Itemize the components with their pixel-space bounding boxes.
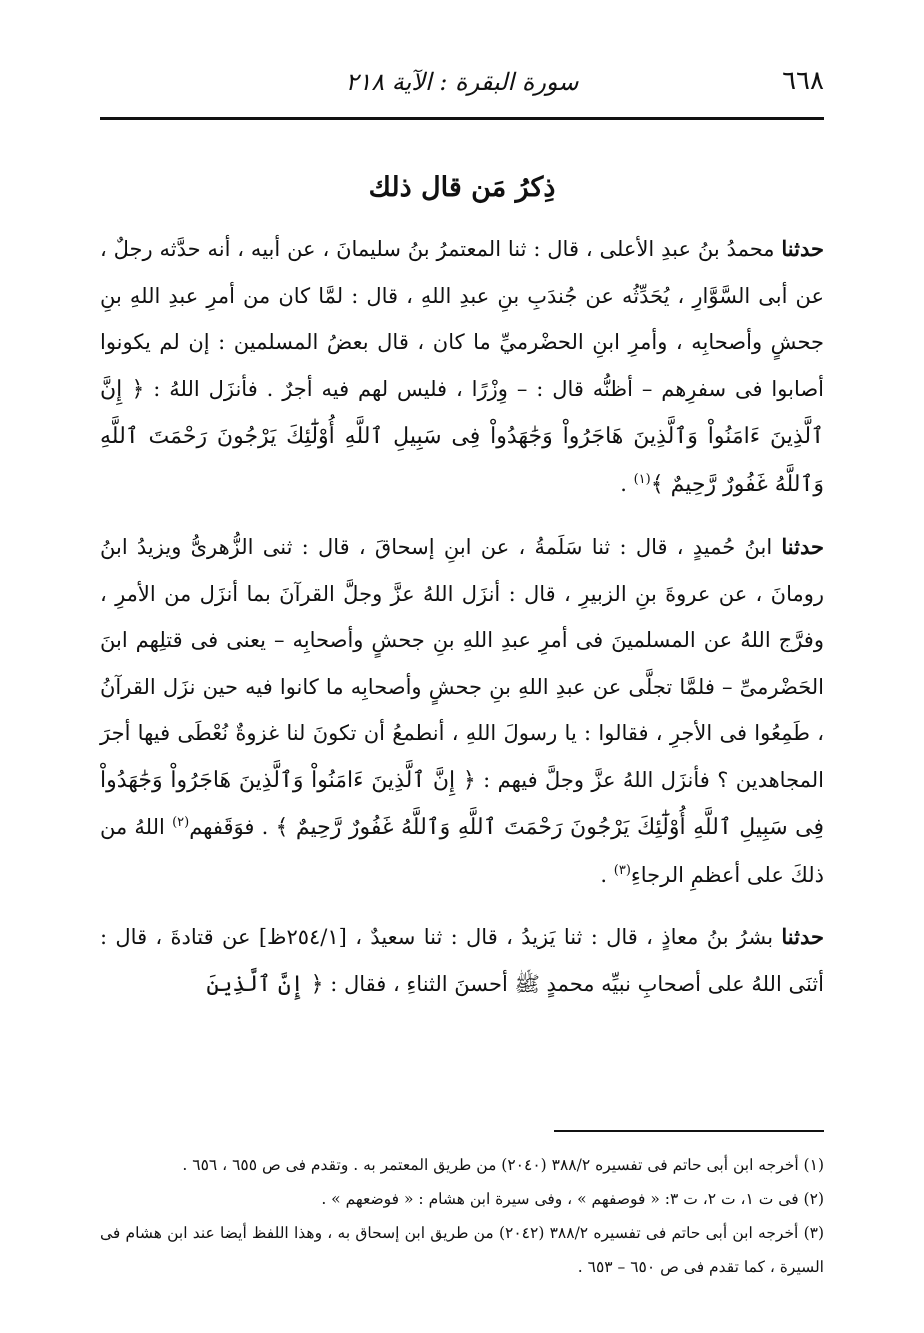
footnote-marker: (١) xyxy=(633,471,651,487)
narration-lead: حدثنا xyxy=(781,236,824,261)
header-divider xyxy=(100,117,824,120)
narration-tail: . xyxy=(620,471,634,496)
running-header xyxy=(100,66,824,106)
quran-verse: ﴿ إِنَّ ٱلَّذِينَ xyxy=(206,971,324,997)
quran-verse: ﴿ إِنَّ ٱلَّذِينَ ءَامَنُواْ وَٱلَّذِينَ هَاجَرُواْ وَجَٰهَدُواْ فِى سَبِيلِ ٱللَّهِ أُوْلَٰٓئِكَ يَرْجُونَ رَحْمَتَ ٱللَّهِ وَٱللَّهُ غَفُورٌ رَّحِيمٌ ﴾ xyxy=(100,376,824,497)
narration-tail: . xyxy=(600,862,614,887)
narration-tail: اللهُ من ذلكَ على أعظمِ الرجاءِ xyxy=(100,815,824,887)
footnote: (٣) أخرجه ابن أبى حاتم فى تفسيره ٣٨٨/٢ (٢٠٤٢) من طريق ابن إسحاق به ، وهذا اللفظ أيضا عند ابن هشام فى السيرة ، كما تقدم فى ص ٦٥٠ – ٦٥٣ . xyxy=(100,1224,825,1276)
main-text xyxy=(100,160,824,1024)
narration-text: ابنُ حُميدٍ ، قال : ثنا سَلَمةُ ، عن ابنِ إسحاقَ ، قال : ثنى الزُّهرىُّ ويزيدُ ابنُ رومانَ ، عن عروةَ بنِ الزبيرِ ، قال : أنزَل اللهُ عزَّ وجلَّ القرآنَ بما أنزَل من الأمرِ ، وفرَّج اللهُ عن المسلمينَ فى أمرِ عبدِ اللهِ بنِ جحشٍ وأصحابِه – يعنى فى قتلِهم ابنَ الحَضْرمىِّ – فلمَّا تجلَّى عن عبدِ اللهِ بنِ جحشٍ وأصحابِه ما كانوا فيه حين نزَل القرآنُ ، طَمِعُوا فى الأجرِ ، فقالوا : يا رسولَ اللهِ ، أنطمعُ أن تكونَ لنا غزوةٌ نُعْطَى فيها أجرَ المجاهدين ؟ فأنزَل اللهُ عزَّ وجلَّ فيهم : xyxy=(100,535,824,792)
narration-lead: حدثنا xyxy=(781,924,824,949)
page-number: ٦٦٨ xyxy=(782,66,824,96)
quran-verse: ﴿ إِنَّ ٱلَّذِينَ ءَامَنُواْ وَٱلَّذِينَ هَاجَرُواْ وَجَٰهَدُواْ فِى سَبِيلِ ٱللَّهِ أُوْلَٰٓئِكَ يَرْجُونَ رَحْمَتَ ٱللَّهِ وَٱللَّهُ غَفُورٌ رَّحِيمٌ ﴾ xyxy=(100,767,824,840)
narration-paragraph xyxy=(100,524,824,898)
section-title: ذِكرُ مَن قال ذلك xyxy=(368,172,556,203)
surah-reference: سورة البقرة : الآية ٢١٨ xyxy=(345,68,579,96)
footnote-marker: (٣) xyxy=(613,862,631,878)
narration-text: بشرُ بنُ معاذٍ ، قال : ثنا يَزيدُ ، قال : ثنا سعيدٌ ، [٢٥٤/١ظ] عن قتادةَ ، قال : أثنَى اللهُ على أصحابِ نبيِّه محمدٍ ﷺ أحسنَ الثناءِ ، فقال : xyxy=(100,925,824,996)
footnote-divider xyxy=(554,1130,824,1132)
narration-tail: . فوَقَفهم xyxy=(189,815,276,839)
narration-text: محمدُ بنُ عبدِ الأعلى ، قال : ثنا المعتمرُ بنُ سليمانَ ، عن أبيه ، أنه حدَّثه رجلٌ ، عن أبى السَّوَّارِ ، يُحَدِّثُه عن جُندَبِ بنِ عبدِ اللهِ ، قال : لمَّا كان من أمرِ عبدِ اللهِ بنِ جحشٍ وأصحابِه ، وأمرِ ابنِ الحضْرميِّ ما كان ، قال بعضُ المسلمين : إن لم يكونوا أصابوا فى سفرِهم – أظنُّه قال : – وِزْرًا ، فليس لهم فيه أجرٌ . فأنزَل اللهُ : xyxy=(100,237,825,401)
footnote-marker: (٢) xyxy=(172,815,190,830)
footnotes xyxy=(100,1148,824,1284)
footnote: (٢) فى ت ١، ت ٢، ت ٣: « فوصفهم » ، وفى سيرة ابن هشام : « فوضعهم » . xyxy=(321,1190,824,1208)
narration-lead: حدثنا xyxy=(781,534,824,559)
narration-paragraph xyxy=(100,226,824,508)
narration-paragraph xyxy=(100,914,824,1008)
footnote: (١) أخرجه ابن أبى حاتم فى تفسيره ٣٨٨/٢ (٢٠٤٠) من طريق المعتمر به . وتقدم فى ص ٦٥٥ ، ٦٥٦ . xyxy=(182,1156,824,1174)
